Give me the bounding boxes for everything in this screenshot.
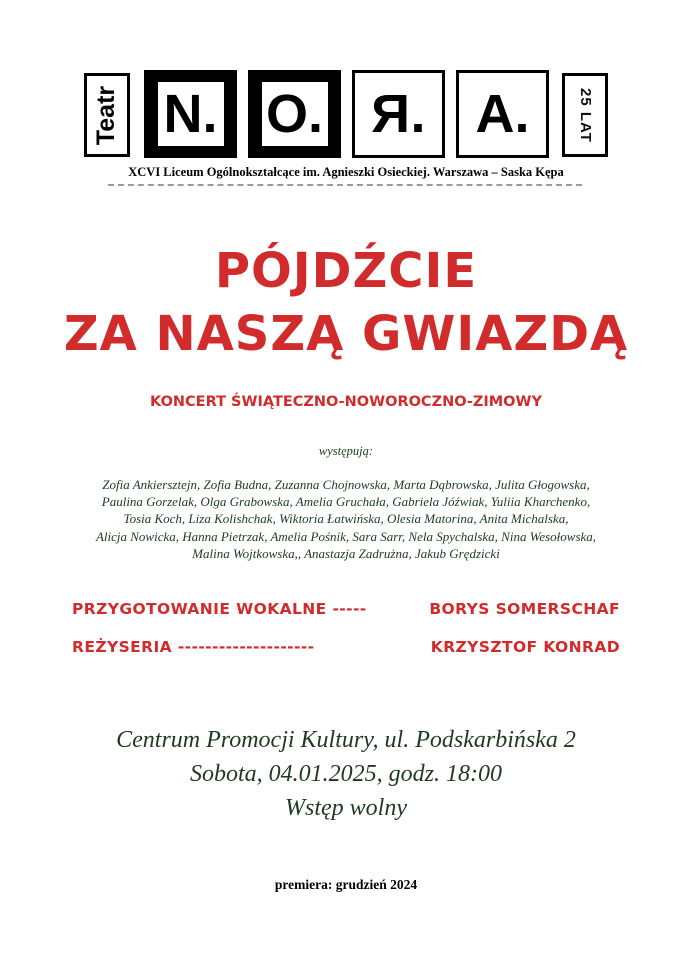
credit-direction <box>72 638 620 656</box>
concert-subtitle: KONCERT ŚWIĄTECZNO-NOWOROCZNO-ZIMOWY <box>149 394 542 410</box>
cast-line: Alicja Nowicka, Hanna Pietrzak, Amelia Pośnik, Sara Sarr, Nela Spychalska, Nina Wesołowska, <box>95 528 597 544</box>
logo-letter-o <box>248 70 341 158</box>
title-line-1: PÓJDŹCIE <box>214 243 478 299</box>
logo-teatr-box <box>84 73 130 157</box>
logo-teatr-text: Teatr <box>92 85 121 145</box>
credit-dashes: -------------------- <box>177 638 315 656</box>
credit-dashes: ----- <box>332 600 367 618</box>
title-line-2: ZA NASZĄ GWIAZDĄ <box>63 306 629 362</box>
premiere-note: premiera: grudzień 2024 <box>274 877 418 892</box>
credit-role: REŻYSERIA <box>72 638 173 656</box>
cast-line: Tosia Koch, Liza Kolishchak, Wiktoria Łatwińska, Olesia Matorina, Anita Michalska, <box>123 511 569 527</box>
logo-dot: . <box>202 84 218 144</box>
credit-vocal-preparation <box>72 600 620 618</box>
event-datetime: Sobota, 04.01.2025, godz. 18:00 <box>190 761 502 787</box>
venue-address: Centrum Promocji Kultury, ul. Podskarbińska 2 <box>116 727 576 753</box>
logo-letter-a <box>456 70 549 158</box>
cast-line: Zofia Ankiersztejn, Zofia Budna, Zuzanna Chojnowska, Marta Dąbrowska, Julita Głogowska, <box>102 477 590 492</box>
performers-label: występują: <box>318 444 374 458</box>
logo-dot: . <box>410 84 426 144</box>
logo-letter: R <box>371 84 411 144</box>
credit-role: PRZYGOTOWANIE WOKALNE <box>72 600 327 618</box>
theatre-logo <box>84 70 612 160</box>
logo-anniversary-box <box>562 73 608 157</box>
credit-person: KRZYSZTOF KONRAD <box>430 638 620 656</box>
cast-line: Malina Wojtkowska,, Anastazja Zadrużna, Jakub Grędzicki <box>192 545 500 561</box>
credit-person: BORYS SOMERSCHAF <box>429 600 620 618</box>
logo-letter-r-reversed <box>352 70 445 158</box>
cast-list <box>50 476 642 562</box>
logo-letter-n <box>144 70 237 158</box>
admission-info: Wstęp wolny <box>285 795 407 821</box>
logo-dot: . <box>514 84 530 144</box>
header-divider <box>108 184 582 186</box>
logo-dot: . <box>308 84 324 144</box>
cast-line: Paulina Gorzelak, Olga Grabowska, Amelia Gruchała, Gabriela Jóźwiak, Yuliia Kharchenko, <box>101 494 591 510</box>
logo-letter: N <box>163 84 203 144</box>
logo-letter: O <box>265 84 308 144</box>
logo-anniversary-text: 25 LAT <box>576 87 594 143</box>
logo-letter: A <box>475 84 515 144</box>
school-line: XCVI Liceum Ogólnokształcące im. Agnieszki Osieckiej. Warszawa – Saska Kępa <box>128 165 564 179</box>
